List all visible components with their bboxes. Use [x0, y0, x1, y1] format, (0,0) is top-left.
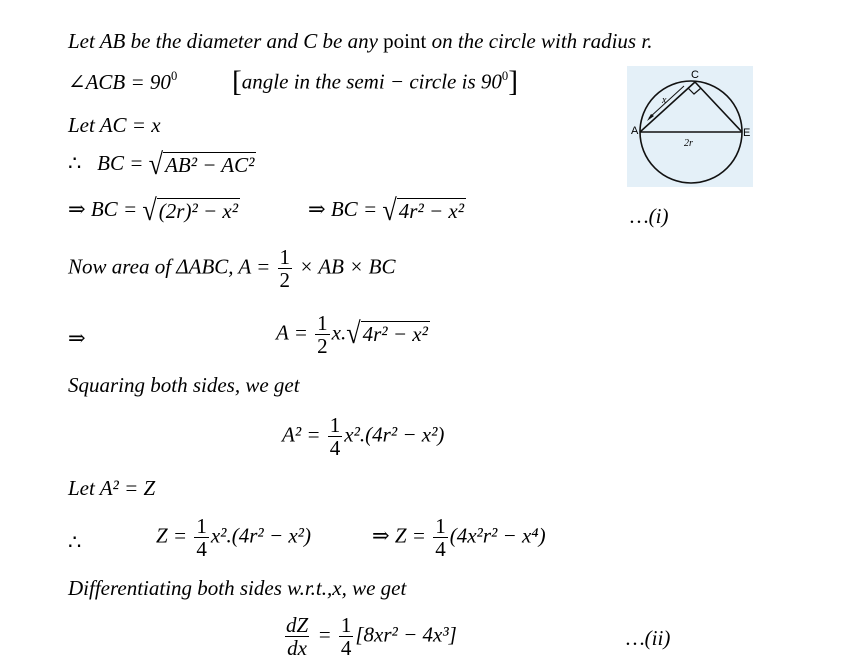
implies-symbol: ⇒ [68, 196, 86, 221]
bc3-expr [308, 193, 466, 228]
area-text: Now area of ΔABC, A = [68, 254, 271, 279]
implies-line: ⇒ [68, 326, 86, 350]
angle-note [232, 68, 518, 97]
intro-text-point: point [383, 29, 427, 53]
angle-note-text: angle in the semi − circle is 90 [241, 69, 502, 94]
derivative-formula [282, 614, 457, 659]
half-fraction-2: $\frac{1}{2}$ [317, 311, 328, 359]
intro-text-b: on the circle with radius r. [426, 29, 653, 53]
z-formula [156, 515, 311, 560]
quarter-fraction-3: $\frac{1}{4}$ [435, 514, 446, 562]
dz-dx-fraction: $\frac{dZ}{dx}$ [286, 613, 309, 661]
bc2-label: BC = [90, 196, 138, 221]
therefore-symbol: ∴ [68, 150, 82, 175]
label-2r: 2r [684, 138, 693, 149]
label-x: x [662, 95, 667, 106]
label-c: C [691, 69, 699, 81]
a-squared-formula [282, 414, 444, 459]
quarter-fraction-4: $\frac{1}{4}$ [340, 613, 352, 661]
label-b: E [743, 127, 751, 139]
diff-line: Differentiating both sides w.r.t.,x, we get [68, 576, 407, 600]
bc2-sqrt: √ (2r)² − x² [142, 193, 239, 228]
a2-label: A² = [282, 422, 321, 447]
a-tail: x. [331, 320, 347, 345]
z2-formula [372, 515, 546, 560]
a-label: A = [276, 320, 308, 345]
bc-line [68, 147, 256, 182]
intro-text-a: Let AB be the diameter and C be any [68, 29, 384, 53]
bc-radicand: AB² − AC² [165, 153, 255, 177]
right-bracket: ] [508, 66, 518, 98]
quarter-fraction-2: $\frac{1}{4}$ [196, 514, 207, 562]
bc2-radicand: (2r)² − x² [158, 199, 239, 223]
area-tail: × AB × BC [299, 254, 396, 279]
dz-eq: = [317, 622, 332, 647]
z-label: Z = [156, 523, 188, 548]
bc3-label: BC = [330, 196, 378, 221]
therefore-z: ∴ [68, 530, 82, 554]
bc-sqrt: √ AB² − AC² [148, 147, 255, 182]
area-formula [276, 312, 430, 357]
angle-line [68, 69, 178, 94]
dz-tail: [8xr² − 4x³] [355, 622, 457, 647]
label-a: A [631, 125, 639, 137]
squaring-line: Squaring both sides, we get [68, 373, 300, 397]
half-fraction: $\frac{1}{2}$ [279, 245, 291, 293]
circle-diagram [627, 66, 753, 187]
area-line [68, 246, 396, 291]
bc3-sqrt: √ 4r² − x² [382, 193, 465, 228]
a2-tail: x².(4r² − x²) [344, 422, 445, 447]
let-z-line: Let A² = Z [68, 476, 156, 500]
bc2-line [68, 193, 240, 228]
equation-label-i: …(i) [630, 204, 669, 228]
quarter-fraction: $\frac{1}{4}$ [329, 413, 341, 461]
z2-label: ⇒ Z = [372, 523, 426, 548]
angle-lhs: ∠ACB = 90 [68, 70, 171, 94]
angle-note-degree: 0 [501, 68, 509, 83]
z2-tail: (4x²r² − x⁴) [449, 523, 546, 548]
left-bracket: [ [232, 66, 242, 98]
equation-label-ii: …(ii) [626, 626, 671, 650]
a-sqrt: √ 4r² − x² [346, 317, 428, 351]
implies-symbol-2: ⇒ [308, 196, 326, 221]
let-ac-line: Let AC = x [68, 113, 161, 137]
angle-degree: 0 [170, 69, 178, 84]
bc3-radicand: 4r² − x² [398, 199, 465, 223]
bc-label: BC = [97, 150, 144, 175]
z-tail: x².(4r² − x²) [210, 523, 311, 548]
intro-line [68, 31, 652, 52]
a-radicand: 4r² − x² [362, 322, 428, 347]
